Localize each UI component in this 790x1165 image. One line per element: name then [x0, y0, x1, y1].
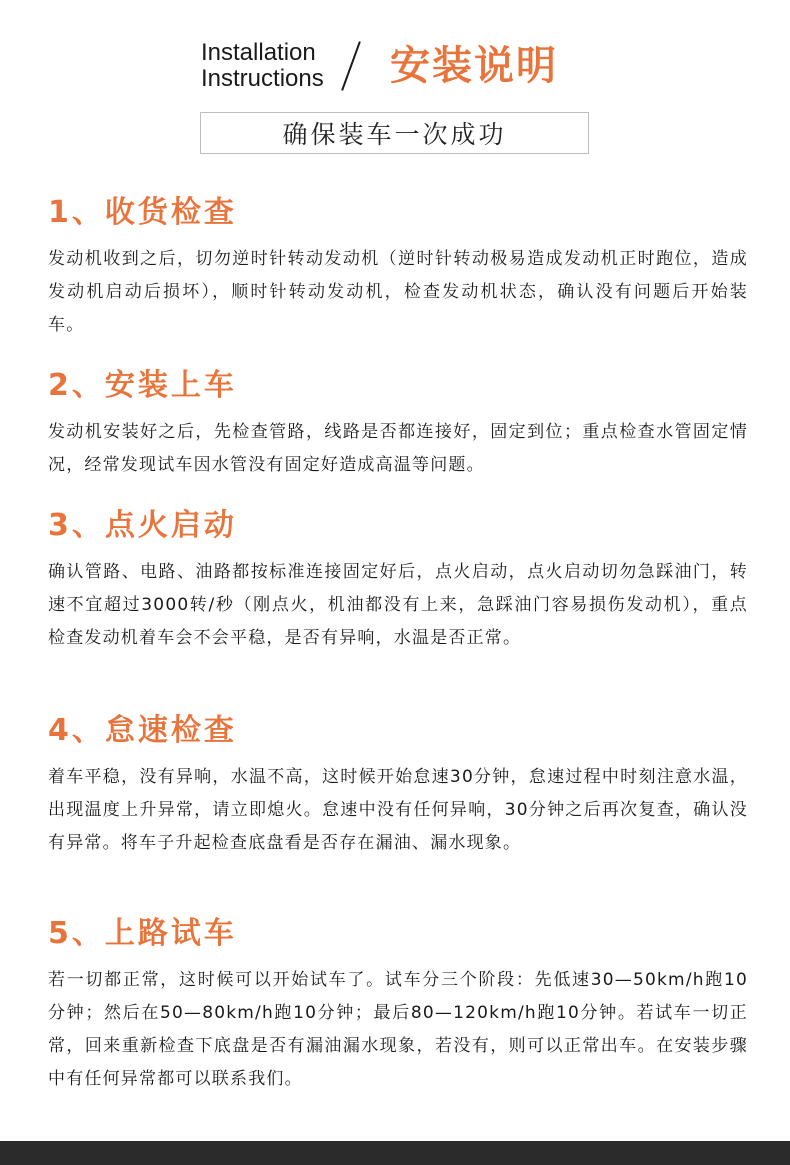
english-title-line-2: Instructions: [201, 65, 324, 92]
subtitle-box: 确保装车一次成功: [200, 112, 589, 154]
bottom-bar: [0, 1141, 790, 1165]
section-ignition-start: [48, 506, 748, 655]
section-body: 发动机收到之后，切勿逆时针转动发动机（逆时针转动极易造成发动机正时跑位，造成发动机启动后损坏），顺时针转动发动机，检查发动机状态，确认没有问题后开始装车。: [48, 249, 748, 335]
english-title: [201, 40, 324, 92]
section-idle-check: [48, 711, 748, 860]
section-heading: 1、收货检查: [48, 195, 237, 230]
page-header: [0, 40, 790, 100]
section-heading: 5、上路试车: [48, 916, 237, 951]
section-body: 确认管路、电路、油路都按标准连接固定好后，点火启动，点火启动切勿急踩油门，转速不宜超过3000转/秒（刚点火，机油都没有上来，急踩油门容易损伤发动机），重点检查发动机着车会不会平稳，是否有异响，水温是否正常。: [48, 562, 748, 648]
section-body: 若一切都正常，这时候可以开始试车了。试车分三个阶段：先低速30—50km/h跑10分钟；然后在50—80km/h跑10分钟；最后80—120km/h跑10分钟。若试车一切正常，回来重新检查下底盘是否有漏油漏水现象，若没有，则可以正常出车。在安装步骤中有任何异常都可以联系我们。: [48, 970, 748, 1089]
title-divider-slash: [341, 41, 361, 91]
section-heading: 4、怠速检查: [48, 713, 237, 748]
section-receiving-check: [48, 193, 748, 342]
section-road-test: [48, 914, 748, 1096]
section-heading: 3、点火启动: [48, 508, 237, 543]
section-heading: 2、安装上车: [48, 368, 237, 403]
english-title-line-1: Installation: [201, 39, 316, 66]
section-installation: [48, 366, 748, 482]
section-body: 发动机安装好之后，先检查管路，线路是否都连接好，固定到位；重点检查水管固定情况，经常发现试车因水管没有固定好造成高温等问题。: [48, 422, 748, 475]
chinese-title: 安装说明: [390, 43, 558, 89]
section-body: 着车平稳，没有异响，水温不高，这时候开始怠速30分钟，怠速过程中时刻注意水温，出现温度上升异常，请立即熄火。怠速中没有任何异响，30分钟之后再次复查，确认没有异常。将车子升起检查底盘看是否存在漏油、漏水现象。: [48, 767, 748, 853]
